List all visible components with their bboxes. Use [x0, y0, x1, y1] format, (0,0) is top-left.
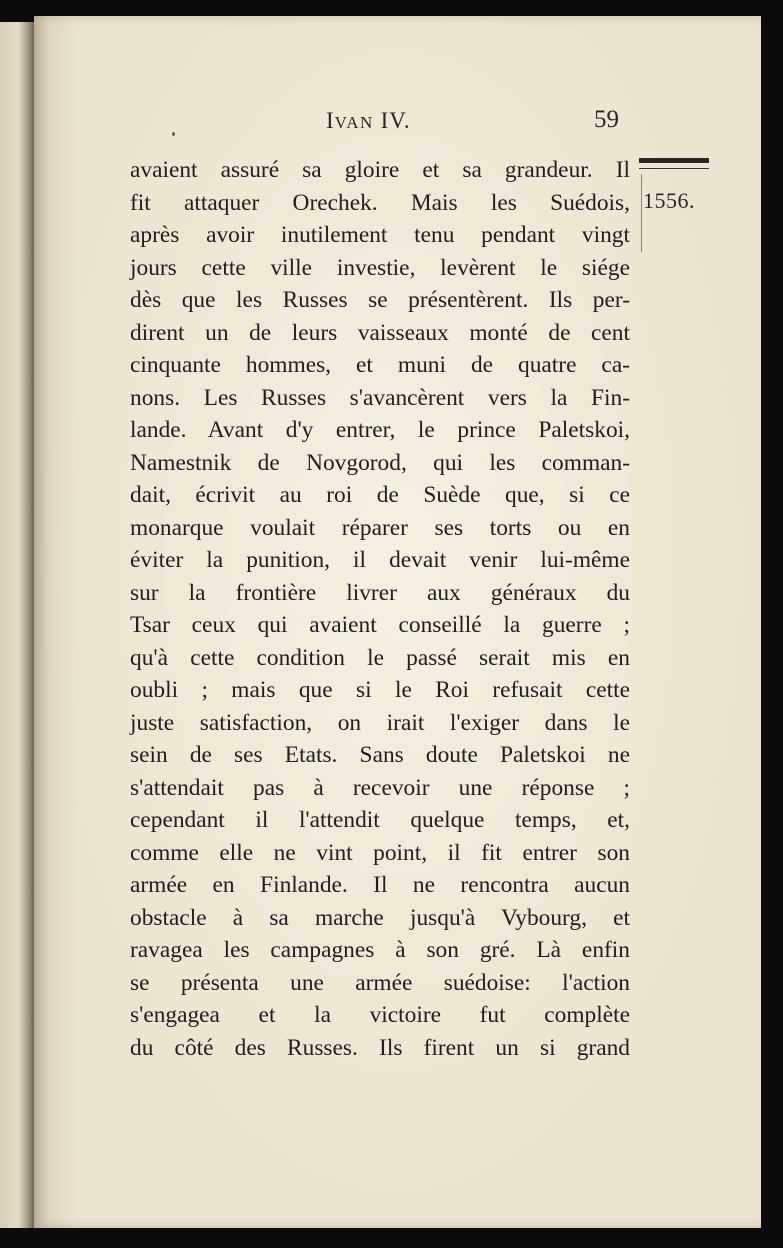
- page-number: 59: [594, 106, 619, 133]
- text-line: éviter la punition, il devait venir lui-même: [130, 547, 630, 573]
- ink-speck: [172, 132, 175, 136]
- margin-note: [639, 156, 717, 256]
- text-line: Namestnik de Novgorod, qui les comman-: [130, 449, 630, 476]
- running-title-smallcaps: VAN: [334, 113, 374, 132]
- text-line: fit attaquer Orechek. Mais les Suédois,: [130, 189, 630, 216]
- book-gutter: [18, 22, 34, 1228]
- running-title-numeral: IV.: [373, 108, 411, 133]
- margin-rule-thick: [639, 158, 709, 163]
- margin-vertical-rule: [641, 174, 642, 252]
- text-line: ravagea les campagnes à son gré. Là enfin: [130, 937, 630, 963]
- text-line: comme elle ne vint point, il fit entrer son: [130, 839, 630, 866]
- text-line: dirent un de leurs vaisseaux monté de cent: [130, 319, 630, 346]
- text-line: s'attendait pas à recevoir une réponse ;: [130, 774, 630, 801]
- text-line: juste satisfaction, on irait l'exiger dans le: [130, 709, 630, 736]
- text-line: dès que les Russes se présentèrent. Ils per-: [130, 287, 630, 313]
- text-line: avaient assuré sa gloire et sa grandeur. Il: [130, 157, 630, 183]
- text-line: cependant il l'attendit quelque temps, et,: [130, 807, 630, 833]
- text-line: lande. Avant d'y entrer, le prince Paletskoi,: [130, 417, 630, 443]
- body-text: [130, 154, 630, 1064]
- running-title-initial: I: [326, 108, 335, 133]
- text-line: jours cette ville investie, levèrent le siége: [130, 254, 630, 281]
- text-line: sur la frontière livrer aux généraux du: [130, 579, 630, 606]
- text-line: nons. Les Russes s'avancèrent vers la Fin-: [130, 384, 630, 411]
- text-line: oubli ; mais que si le Roi refusait cette: [130, 677, 630, 703]
- text-line: Tsar ceux qui avaient conseillé la guerre ;: [130, 612, 630, 638]
- margin-year: 1556.: [643, 188, 695, 213]
- text-line: armée en Finlande. Il ne rencontra aucun: [130, 872, 630, 898]
- running-head: [34, 108, 761, 138]
- text-line: qu'à cette condition le passé serait mis en: [130, 644, 630, 671]
- text-line: s'engagea et la victoire fut complète: [130, 1002, 630, 1028]
- text-line: cinquante hommes, et muni de quatre ca-: [130, 352, 630, 378]
- text-line: obstacle à sa marche jusqu'à Vybourg, et: [130, 904, 630, 931]
- margin-rule-thin: [639, 168, 709, 169]
- running-title: [326, 108, 411, 134]
- book-page: [34, 16, 761, 1228]
- text-line: sein de ses Etats. Sans doute Paletskoi ne: [130, 742, 630, 768]
- text-line: se présenta une armée suédoise: l'action: [130, 969, 630, 996]
- text-line: dait, écrivit au roi de Suède que, si ce: [130, 482, 630, 508]
- text-line: monarque voulait réparer ses torts ou en: [130, 514, 630, 541]
- text-line: du côté des Russes. Ils firent un si grand: [130, 1034, 630, 1061]
- text-line: après avoir inutilement tenu pendant vingt: [130, 222, 630, 248]
